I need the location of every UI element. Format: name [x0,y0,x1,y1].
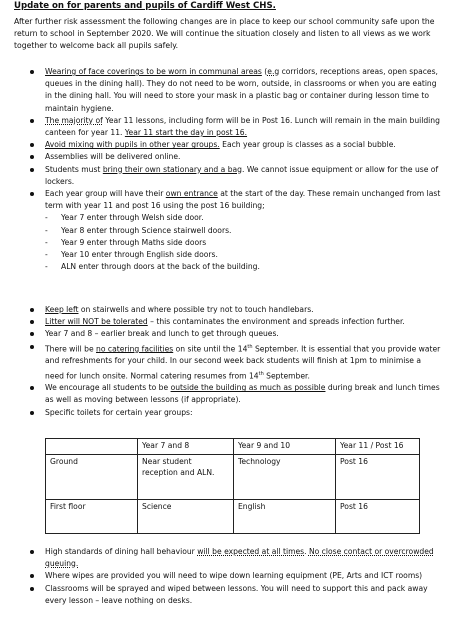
bullet-icon [30,119,34,123]
bullet-icon [30,411,34,415]
list-item-entrances: Each year group will have their own entrance at the start of the day. These remain unchanged from last term with year 11 and post 16 using the post 16 building; [0,188,451,212]
bullet-icon [30,345,34,349]
list-item-entrance-year8: - Year 8 enter through Science stairwell doors. [45,225,232,235]
table-header-row [46,439,420,455]
list-item-classrooms: Classrooms will be sprayed and wiped between lessons. You will need to support this and pack away every lesson – leave nothing on desks. [0,583,451,607]
table-header-cell: Year 11 / Post 16 [336,439,420,455]
list-item-year11: The majority of Year 11 lessons, including form will be in Post 16. Lunch will remain in the main building canteen for year 11. Year 11 start the day in post 16. [0,115,451,139]
list-item-entrance-aln: - ALN enter through doors at the back of the building. [45,262,260,272]
bullet-icon [30,320,34,324]
table-cell: First floor [46,499,138,533]
bullet-icon [30,155,34,159]
page-title: Update on for parents and pupils of Cardiff West CHS. [14,1,276,11]
bullet-icon [30,386,34,390]
bullet-icon [30,550,34,554]
bullet-icon [30,143,34,147]
rules-list-1 [0,66,451,273]
table-cell: English [234,499,336,533]
list-item-avoid-mixing: Avoid mixing with pupils in other year groups. Each year group is classes as a social bubble. [0,139,451,151]
list-item-litter: Litter will NOT be tolerated – this contaminates the environment and spreads infection further. [0,316,451,328]
list-item-entrance-year9: - Year 9 enter through Maths side doors [45,237,207,247]
bullet-icon [30,308,34,312]
rules-list-3 [0,546,451,607]
list-item-entrance-year7: - Year 7 enter through Welsh side door. [45,213,204,223]
table-header-cell: Year 7 and 8 [138,439,234,455]
table-cell: Science [138,499,234,533]
bullet-icon [30,192,34,196]
list-item-face-coverings: Wearing of face coverings to be worn in communal areas (e.g corridors, receptions areas, open spaces, queues in the dining hall). They do not need to be worn, outside, in classrooms or when you are eating in the dining hall. You will need to store your mask in a plastic bag or container during lesson time to maintain hygiene. [0,66,451,115]
table-cell: Post 16 [336,454,420,499]
list-item-break-lunch: Year 7 and 8 – earlier break and lunch to get through queues. [0,328,451,340]
list-item-catering: There will be no catering facilities on site until the 14th September. It is essential that you provide water and refreshments for your child. In our second week back students will finish at 1pm to minimise a need for lunch onsite. Normal catering resumes from 14th September. [0,341,451,383]
table-cell: Post 16 [336,499,420,533]
intro-paragraph: After further risk assessment the following changes are in place to keep our school community safe upon the return to school in September 2020. We will continue the situation closely and listen to all views as we work together to welcome back all pupils safely. [14,17,435,51]
list-item-toilets: Specific toilets for certain year groups: [0,407,451,419]
list-item-entrance-year10: - Year 10 enter through English side doors. [45,250,218,260]
list-item-assemblies: Assemblies will be delivered online. [0,151,451,163]
bullet-icon [30,168,34,172]
table-header-cell [46,439,138,455]
list-item-keep-left: Keep left on stairwells and where possible try not to touch handlebars. [0,304,451,316]
list-item-wipes: Where wipes are provided you will need to wipe down learning equipment (PE, Arts and ICT rooms) [0,570,451,582]
table-header-cell: Year 9 and 10 [234,439,336,455]
bullet-icon [30,70,34,74]
list-item-stationary: Students must bring their own stationary and a bag. We cannot issue equipment or allow for the use of lockers. [0,164,451,188]
table-cell: Near student reception and ALN. [138,454,234,499]
table-row [46,454,420,499]
table-cell: Technology [234,454,336,499]
bullet-icon [30,332,34,336]
table-cell: Ground [46,454,138,499]
table-row [46,499,420,533]
list-item-outside: We encourage all students to be outside the building as much as possible during break and lunch times as well as moving between lessons (if appropriate). [0,382,451,406]
toilets-table [45,438,420,534]
rules-list-2 [0,304,451,419]
bullet-icon [30,574,34,578]
list-item-dining-behaviour: High standards of dining hall behaviour will be expected at all times. No close contact or overcrowded queuing. [0,546,451,570]
bullet-icon [30,587,34,591]
